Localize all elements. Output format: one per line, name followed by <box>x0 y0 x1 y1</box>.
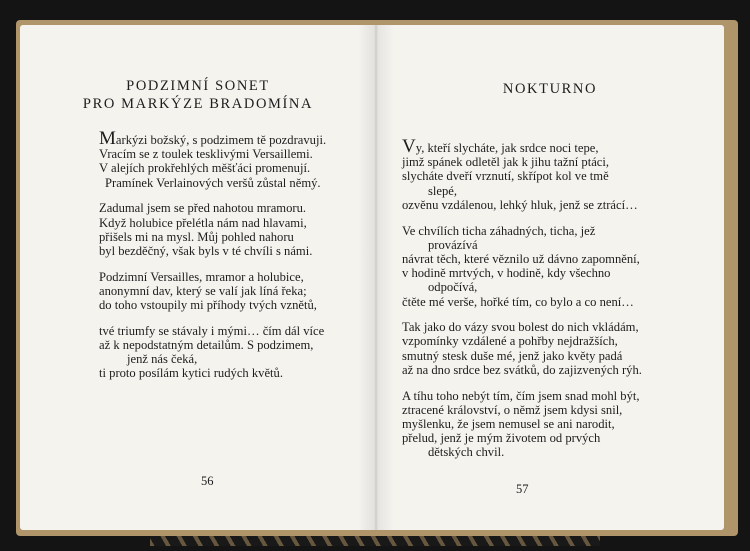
verse-line: Tak jako do vázy svou bolest do nich vkládám, <box>402 320 639 335</box>
page-number-right: 57 <box>516 482 529 496</box>
verse-line: vzpomínky vzdálené a pohřby nejdražších, <box>402 334 618 349</box>
verse-line: ti proto posílám kytici rudých květů. <box>99 366 283 381</box>
poem-title-right: NOKTURNO <box>502 81 598 97</box>
verse-line: smutný stesk duše mé, jenž jako květy padá <box>402 348 623 363</box>
stanza <box>402 224 702 309</box>
verse-line: až na dno srdce bez svátků, do zajizvených rýh. <box>402 362 642 377</box>
verse-line: tvé triumfy se stávaly i mými… čím dál více <box>99 323 325 338</box>
stanza <box>99 324 369 381</box>
verse-line: čtěte mé verše, hořké tím, co bylo a co není… <box>402 294 634 309</box>
verse-line: anonymní dav, který se valí jak líná řeka; <box>99 283 307 298</box>
verse-line: Zadumal jsem se před nahotou mramoru. <box>99 201 307 216</box>
verse-line: Pramínek Verlainových veršů zůstal němý. <box>105 175 321 190</box>
page-number-left: 56 <box>201 474 214 488</box>
verse-line: odpočívá, <box>428 280 478 295</box>
verse-line: přišels mi na mysl. Můj pohled nahoru <box>99 229 294 244</box>
verse-line: dětských chvil. <box>428 445 505 460</box>
verse-line: Ve chvílích ticha záhadných, ticha, jež <box>402 223 596 238</box>
verse-line: až k nepodstatným detailům. S podzimem, <box>99 337 314 352</box>
verse-line: myšlenku, že jsem nemusel se ani narodit, <box>402 416 615 431</box>
verse-line: ztracené království, o němž jsem kdysi snil, <box>402 402 623 417</box>
verse-line: provázívá <box>428 237 478 252</box>
title-line: PRO MARKÝZE BRADOMÍNA <box>82 96 314 112</box>
stanza <box>99 201 369 258</box>
verse-line: Vy, kteří slycháte, jak srdce noci tepe, <box>402 136 599 157</box>
verse-line: A tíhu toho nebýt tím, čím jsem snad mohl být, <box>402 388 640 403</box>
verse-line: ozvěnu vzdálenou, lehký hluk, jenž se ztrácí… <box>402 197 638 212</box>
verse-line: V alejích prokřehlých měšťáci promenují. <box>99 161 311 176</box>
verse-line: slepé, <box>428 183 458 198</box>
poem-title-left <box>20 77 376 113</box>
verse-line: do toho vstoupily mi příhody tvých vznětů, <box>99 298 317 313</box>
verse-line: slycháte dveří vrznutí, skřípot kol ve tmě <box>402 169 609 184</box>
stanza <box>99 270 369 313</box>
stanza <box>402 320 702 377</box>
stanza <box>402 136 702 212</box>
poem-body-right <box>402 136 702 471</box>
book-edge-pattern <box>150 536 600 546</box>
verse-line: jenž nás čeká, <box>127 352 198 367</box>
poem-body-left <box>99 128 369 392</box>
title-line: PODZIMNÍ SONET <box>126 78 270 94</box>
verse-line: jimž spánek odletěl jak k jihu tažní ptáci, <box>402 155 610 170</box>
drop-letter: V <box>402 136 416 157</box>
verse-line: byl bezděčný, však byls v té chvíli s námi. <box>99 243 313 258</box>
left-page <box>20 25 376 530</box>
stanza <box>402 389 702 460</box>
verse-line: Podzimní Versailles, mramor a holubice, <box>99 269 304 284</box>
book-spine-shadow <box>358 25 394 530</box>
verse-line: návrat těch, které věznilo už dávno zapomnění, <box>402 251 640 266</box>
verse-line: v hodině mrtvých, v hodině, kdy všechno <box>402 266 611 281</box>
verse-line: přelud, jenž je mým životem od prvých <box>402 431 601 446</box>
verse-line: Vracím se z toulek tesklivými Versaillemi. <box>99 147 313 162</box>
verse-line: Když holubice přelétla nám nad hlavami, <box>99 215 307 230</box>
drop-letter: M <box>99 128 116 149</box>
stanza <box>99 128 369 190</box>
right-page <box>376 25 724 530</box>
verse-line: Markýzi božský, s podzimem tě pozdravuji. <box>99 128 327 149</box>
